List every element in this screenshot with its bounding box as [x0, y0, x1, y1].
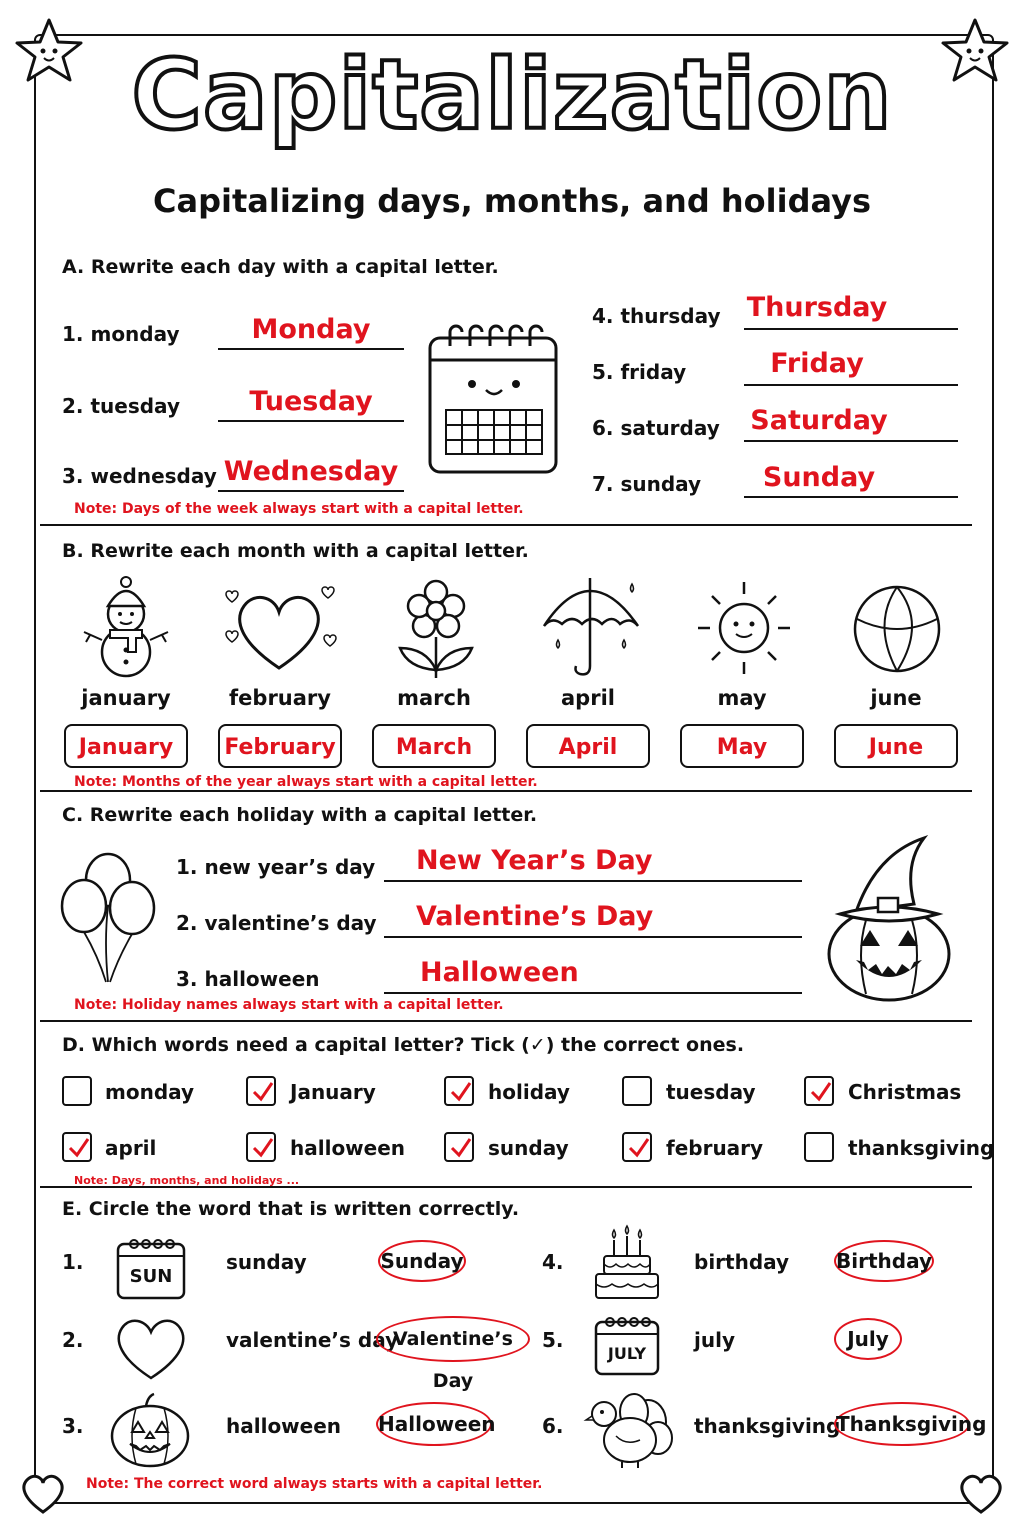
month-word: january [81, 686, 171, 710]
page-title: Capitalization [131, 39, 893, 151]
check-icon [448, 1079, 474, 1105]
answer-line [218, 348, 404, 350]
tick-word: January [290, 1080, 376, 1104]
section-c-heading: C. Rewrite each holiday with a capital letter. [62, 804, 538, 826]
checkbox-checked[interactable] [444, 1132, 474, 1162]
holiday-prompt: 3. halloween [176, 967, 320, 991]
tick-word: sunday [488, 1136, 569, 1160]
checkbox-unchecked[interactable] [62, 1076, 92, 1106]
item-number: 6. [542, 1414, 564, 1438]
snowman-icon [80, 574, 172, 678]
month-answer-box[interactable]: February [218, 724, 342, 768]
answer-line [744, 496, 958, 498]
check-icon [250, 1079, 276, 1105]
holiday-prompt: 2. valentine’s day [176, 911, 377, 935]
heart-icon-bottom-right [956, 1468, 1006, 1518]
holiday-answer[interactable]: Valentine’s Day [416, 901, 654, 932]
tick-word: holiday [488, 1080, 570, 1104]
wrong-word: sunday [226, 1250, 307, 1274]
section-b-heading: B. Rewrite each month with a capital letter. [62, 540, 529, 562]
section-a-note: Note: Days of the week always start with a capital letter. [74, 501, 524, 517]
month-answer-box[interactable]: April [526, 724, 650, 768]
check-icon [448, 1135, 474, 1161]
section-divider [40, 524, 972, 526]
item-number: 1. [62, 1250, 84, 1274]
holiday-answer[interactable]: Halloween [420, 957, 579, 988]
circled-correct-word[interactable]: Sunday [378, 1240, 466, 1282]
day-prompt: 4. thursday [592, 304, 721, 328]
month-word: april [561, 686, 615, 710]
beach-ball-icon [852, 584, 942, 674]
answer-line [744, 440, 958, 442]
checkbox-checked[interactable] [622, 1132, 652, 1162]
month-answer-box[interactable]: January [64, 724, 188, 768]
section-e-note: Note: The correct word always starts with a capital letter. [86, 1476, 543, 1492]
tick-word: halloween [290, 1136, 406, 1160]
section-divider [40, 1020, 972, 1022]
day-prompt: 5. friday [592, 360, 687, 384]
section-b-note: Note: Months of the year always start with a capital letter. [74, 774, 538, 790]
item-number: 4. [542, 1250, 564, 1274]
section-d-note: Note: Days, months, and holidays ... [74, 1174, 300, 1187]
umbrella-icon [540, 576, 642, 678]
calendar-icon-label: SUN [129, 1266, 173, 1287]
day-answer[interactable]: Wednesday [223, 456, 399, 487]
circled-correct-word[interactable]: Birthday [834, 1240, 934, 1282]
heart-icon-bottom-left [18, 1468, 68, 1518]
check-icon [626, 1135, 652, 1161]
tick-word: tuesday [666, 1080, 756, 1104]
month-word: march [397, 686, 471, 710]
day-answer[interactable]: Friday [770, 348, 864, 379]
tick-word: february [666, 1136, 764, 1160]
wrong-word: halloween [226, 1414, 342, 1438]
calendar-icon [428, 324, 560, 476]
turkey-icon [586, 1392, 676, 1468]
checkbox-checked[interactable] [246, 1076, 276, 1106]
day-prompt: 6. saturday [592, 416, 720, 440]
calendar-icon-label: JULY [607, 1344, 647, 1363]
day-prompt: 2. tuesday [62, 394, 180, 418]
tick-word: thanksgiving [848, 1136, 995, 1160]
wrong-word: valentine’s day [226, 1328, 399, 1352]
circled-correct-word[interactable]: Halloween [376, 1402, 492, 1446]
heart-icon [220, 584, 338, 674]
day-prompt: 3. wednesday [62, 464, 217, 488]
month-word: february [229, 686, 331, 710]
circled-correct-word[interactable]: Valentine’s Day [376, 1316, 530, 1362]
checkbox-checked[interactable] [246, 1132, 276, 1162]
section-c-note: Note: Holiday names always start with a capital letter. [74, 997, 504, 1013]
day-prompt: 7. sunday [592, 472, 702, 496]
answer-line [744, 384, 958, 386]
section-divider [40, 1186, 972, 1188]
holiday-prompt: 1. new year’s day [176, 855, 376, 879]
answer-line [218, 490, 404, 492]
day-answer[interactable]: Tuesday [249, 386, 373, 417]
tick-word: Christmas [848, 1080, 962, 1104]
check-icon [808, 1079, 834, 1105]
checkbox-checked[interactable] [444, 1076, 474, 1106]
section-e-heading: E. Circle the word that is written correctly. [62, 1198, 520, 1220]
section-d-heading: D. Which words need a capital letter? Tick (✓) the correct ones. [62, 1034, 745, 1056]
tick-word: april [105, 1136, 157, 1160]
month-answer-box[interactable]: June [834, 724, 958, 768]
pumpkin-witch-hat-icon [826, 834, 952, 1002]
month-word: june [870, 686, 922, 710]
sun-icon [694, 578, 794, 678]
circled-correct-word[interactable]: July [834, 1318, 902, 1360]
check-icon [250, 1135, 276, 1161]
birthday-cake-icon [592, 1226, 662, 1302]
circled-correct-word[interactable]: Thanksgiving [834, 1402, 970, 1446]
item-number: 5. [542, 1328, 564, 1352]
flower-icon [396, 580, 476, 680]
heart-outline-icon [112, 1314, 190, 1382]
day-answer[interactable]: Monday [251, 314, 371, 345]
section-divider [40, 790, 972, 792]
section-a-heading: A. Rewrite each day with a capital letter. [62, 256, 499, 278]
wrong-word: july [694, 1328, 735, 1352]
tick-word: monday [105, 1080, 195, 1104]
checkbox-checked[interactable] [62, 1132, 92, 1162]
item-number: 2. [62, 1328, 84, 1352]
balloons-icon [58, 852, 158, 986]
answer-line [384, 992, 802, 994]
answer-line [384, 880, 802, 882]
wrong-word: birthday [694, 1250, 790, 1274]
day-prompt: 1. monday [62, 322, 180, 346]
answer-line [218, 420, 404, 422]
page-subtitle: Capitalizing days, months, and holidays [153, 182, 871, 220]
holiday-answer[interactable]: New Year’s Day [416, 845, 653, 876]
item-number: 3. [62, 1414, 84, 1438]
checkbox-unchecked[interactable] [804, 1132, 834, 1162]
day-answer[interactable]: Sunday [762, 462, 876, 493]
month-answer-box[interactable]: May [680, 724, 804, 768]
wrong-word: thanksgiving [694, 1414, 841, 1438]
day-answer[interactable]: Saturday [750, 405, 888, 436]
check-icon [66, 1135, 92, 1161]
answer-line [384, 936, 802, 938]
day-answer[interactable]: Thursday [746, 292, 888, 323]
month-answer-box[interactable]: March [372, 724, 496, 768]
answer-line [744, 328, 958, 330]
checkbox-unchecked[interactable] [622, 1076, 652, 1106]
month-word: may [717, 686, 767, 710]
jack-o-lantern-icon [108, 1392, 192, 1468]
checkbox-checked[interactable] [804, 1076, 834, 1106]
